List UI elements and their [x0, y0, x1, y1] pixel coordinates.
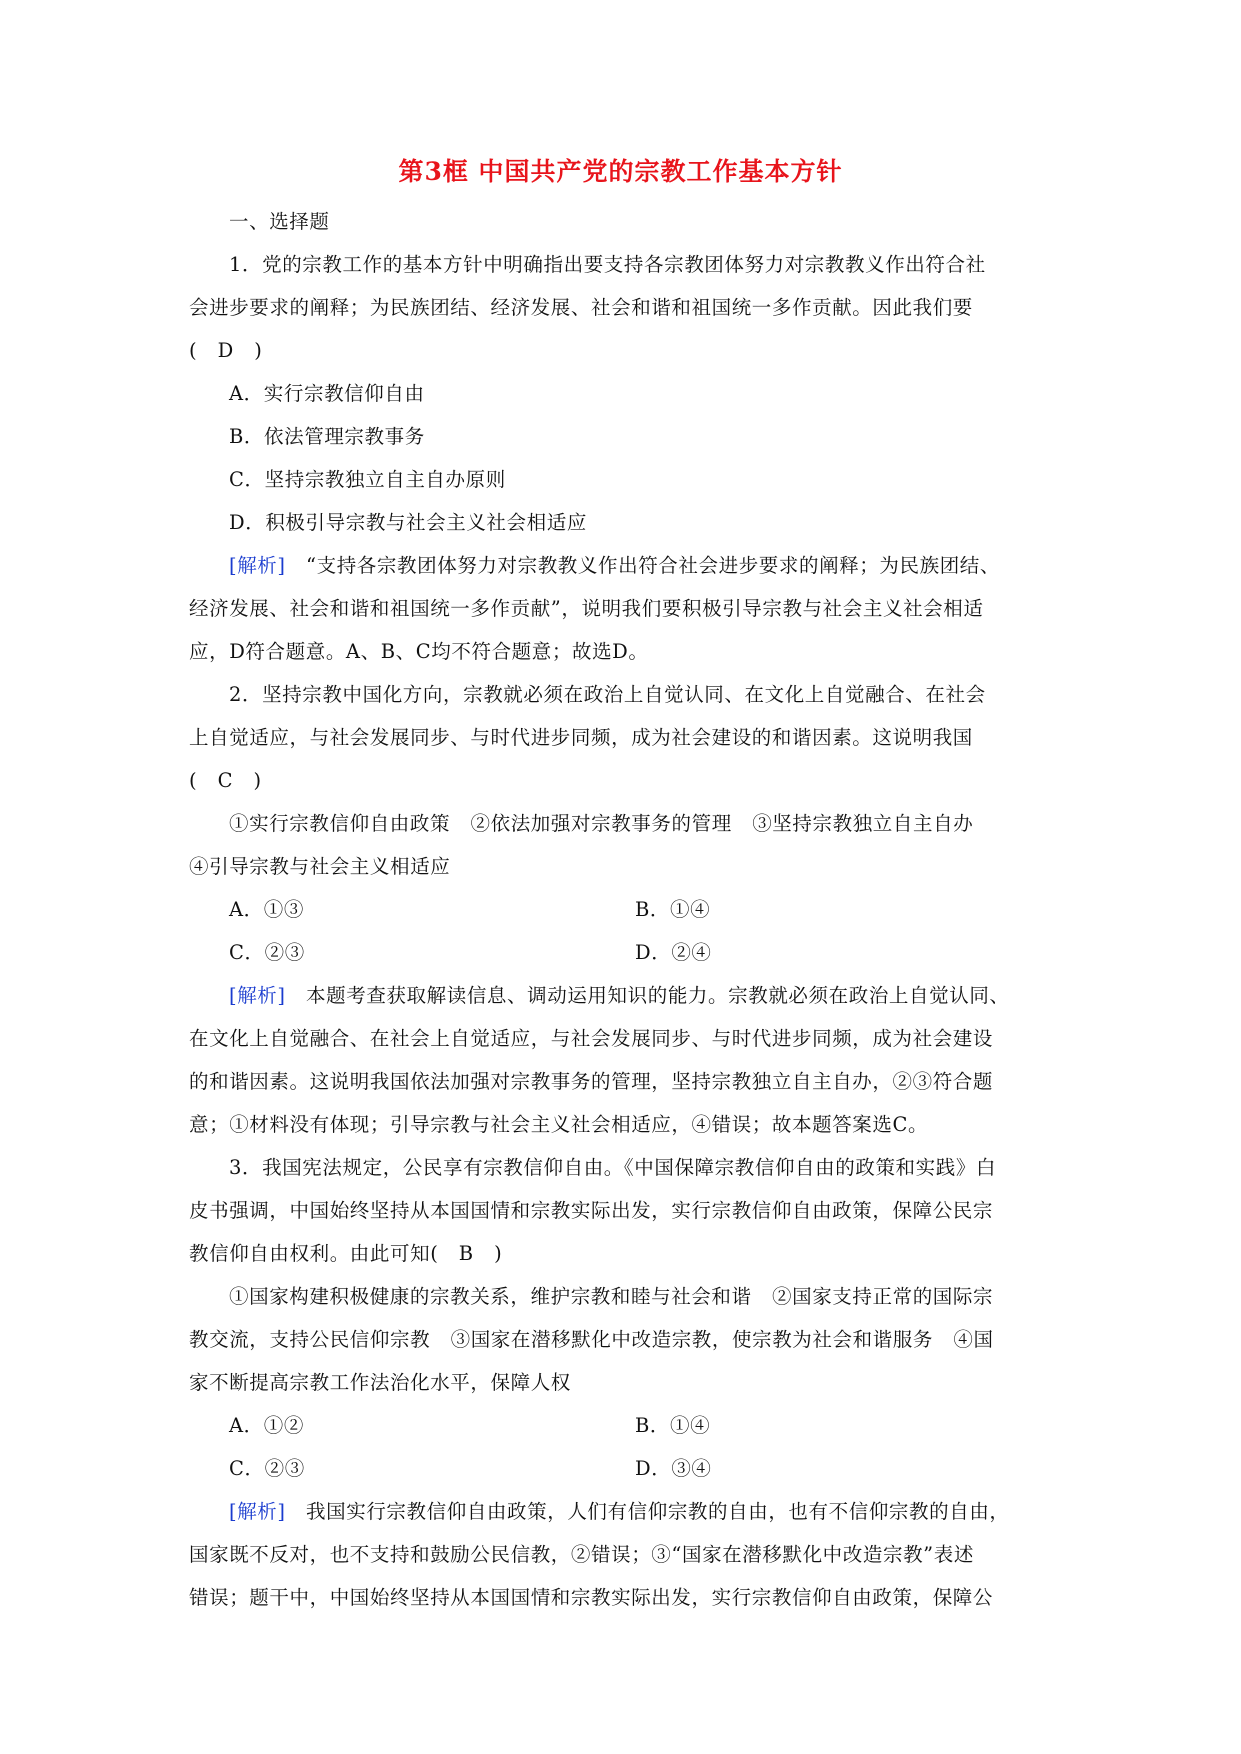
q3-items-line-3: 家不断提高宗教工作法治化水平，保障人权 [189, 1371, 571, 1394]
q3-option-a: A．①② [229, 1414, 304, 1437]
q2-answer: ( C ) [189, 769, 262, 792]
q2-option-a: A．①③ [229, 898, 304, 921]
q2-analysis-line-3: 的和谐因素。这说明我国依法加强对宗教事务的管理，坚持宗教独立自主自办，②③符合题 [189, 1070, 994, 1093]
q1-analysis-line-1 [229, 553, 1000, 579]
q3-analysis-line-1 [229, 1499, 1010, 1525]
q2-analysis-line-2: 在文化上自觉融合、在社会上自觉适应，与社会发展同步、与时代进步同频，成为社会建设 [189, 1027, 994, 1050]
q1-option-a: A．实行宗教信仰自由 [229, 382, 425, 405]
q3-stem-line-3: 教信仰自由权利。由此可知( B ) [189, 1242, 503, 1265]
q2-option-d: D．②④ [635, 941, 712, 964]
q3-items-line-1: ①国家构建积极健康的宗教关系，维护宗教和睦与社会和谐 ②国家支持正常的国际宗 [229, 1285, 994, 1308]
q1-stem-line-2: 会进步要求的阐释；为民族团结、经济发展、社会和谐和祖国统一多作贡献。因此我们要 [189, 296, 973, 319]
q1-option-b: B．依法管理宗教事务 [229, 425, 425, 448]
q2-analysis-line-1 [229, 983, 1010, 1009]
q3-option-b: B．①④ [635, 1414, 711, 1437]
q1-option-c: C．坚持宗教独立自主自办原则 [229, 468, 506, 491]
q2-analysis-text-1: 本题考查获取解读信息、调动运用知识的能力。宗教就必须在政治上自觉认同、 [285, 984, 1010, 1007]
q3-items-line-2: 教交流，支持公民信仰宗教 ③国家在潜移默化中改造宗教，使宗教为社会和谐服务 ④国 [189, 1328, 994, 1351]
analysis-tag: [解析] [229, 1500, 286, 1523]
q2-analysis-line-4: 意；①材料没有体现；引导宗教与社会主义社会相适应，④错误；故本题答案选C。 [189, 1113, 929, 1136]
q1-analysis-text-1: “支持各宗教团体努力对宗教教义作出符合社会进步要求的阐释；为民族团结、 [285, 554, 1000, 577]
q2-option-c: C．②③ [229, 941, 305, 964]
q3-stem-line-2: 皮书强调，中国始终坚持从本国国情和宗教实际出发，实行宗教信仰自由政策，保障公民宗 [189, 1199, 994, 1222]
analysis-tag: [解析] [229, 554, 286, 577]
q1-answer: ( D ) [189, 339, 263, 362]
q3-analysis-text-1: 我国实行宗教信仰自由政策，人们有信仰宗教的自由，也有不信仰宗教的自由， [285, 1500, 1010, 1523]
q2-stem-line-2: 上自觉适应，与社会发展同步、与时代进步同频，成为社会建设的和谐因素。这说明我国 [189, 726, 973, 749]
section-heading: 一、选择题 [229, 210, 330, 233]
q2-items-line-2: ④引导宗教与社会主义相适应 [189, 855, 451, 878]
q3-analysis-line-2: 国家既不反对，也不支持和鼓励公民信教，②错误；③“国家在潜移默化中改造宗教”表述 [189, 1543, 974, 1566]
q1-analysis-line-3: 应，D符合题意。A、B、C均不符合题意；故选D。 [189, 640, 649, 663]
q2-stem-line-1: 2．坚持宗教中国化方向，宗教就必须在政治上自觉认同、在文化上自觉融合、在社会 [229, 683, 986, 706]
q3-option-c: C．②③ [229, 1457, 305, 1480]
page-title: 第3框 中国共产党的宗教工作基本方针 [398, 157, 843, 186]
analysis-tag: [解析] [229, 984, 286, 1007]
q2-option-b: B．①④ [635, 898, 711, 921]
q1-stem-line-1: 1．党的宗教工作的基本方针中明确指出要支持各宗教团体努力对宗教教义作出符合社 [229, 253, 986, 276]
q3-option-d: D．③④ [635, 1457, 712, 1480]
q3-analysis-line-3: 错误；题干中，中国始终坚持从本国国情和宗教实际出发，实行宗教信仰自由政策，保障公 [189, 1586, 994, 1609]
q1-option-d: D．积极引导宗教与社会主义社会相适应 [229, 511, 587, 534]
q1-analysis-line-2: 经济发展、社会和谐和祖国统一多作贡献”，说明我们要积极引导宗教与社会主义社会相适 [189, 597, 984, 620]
q3-stem-line-1: 3．我国宪法规定，公民享有宗教信仰自由。《中国保障宗教信仰自由的政策和实践》白 [229, 1156, 997, 1179]
q2-items-line-1: ①实行宗教信仰自由政策 ②依法加强对宗教事务的管理 ③坚持宗教独立自主自办 [229, 812, 974, 835]
